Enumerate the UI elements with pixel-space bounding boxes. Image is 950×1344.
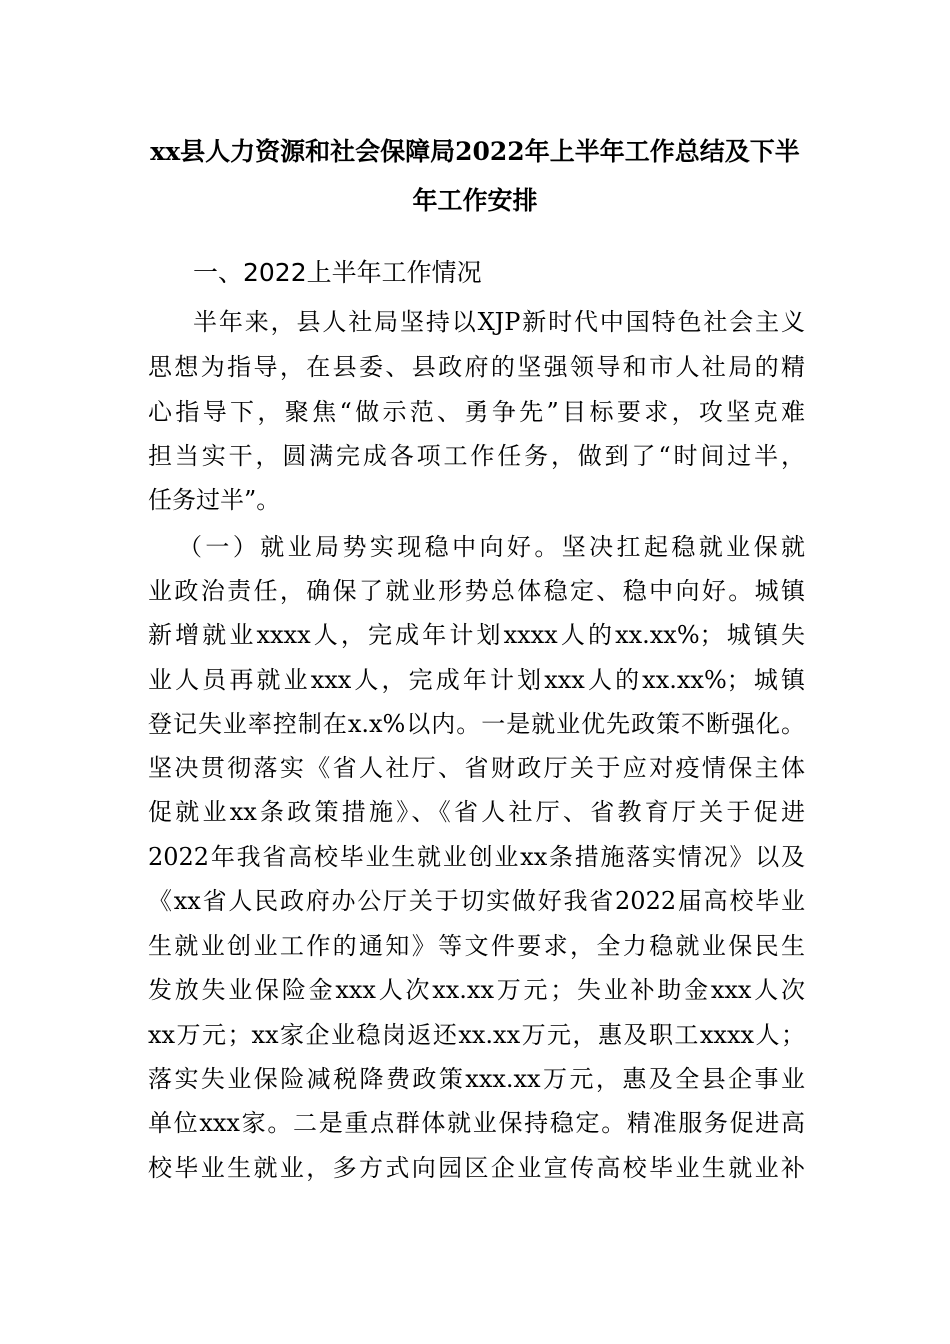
body-text-line: 担当实干，圆满完成各项工作任务，做到了“时间过半， xyxy=(148,442,805,470)
body-text-line: xx万元；xx家企业稳岗返还xx.xx万元，惠及职工xxxx人； xyxy=(148,1021,805,1049)
body-text-line: 心指导下，聚焦“做示范、勇争先”目标要求，攻坚克难 xyxy=(148,398,805,426)
body-text-line: 登记失业率控制在x.x%以内。一是就业优先政策不断强化。 xyxy=(148,710,805,738)
body-text-line: 业政治责任，确保了就业形势总体稳定、稳中向好。城镇 xyxy=(148,577,805,605)
body-text-line: 坚决贯彻落实《省人社厅、省财政厅关于应对疫情保主体 xyxy=(148,754,805,782)
body-text-line: 落实失业保险减税降费政策xxx.xx万元，惠及全县企事业 xyxy=(148,1065,805,1093)
body-text-line: 发放失业保险金xxx人次xx.xx万元；失业补助金xxx人次 xyxy=(148,976,805,1004)
body-text-line: （一）就业局势实现稳中向好。坚决扛起稳就业保就 xyxy=(178,533,805,561)
section-heading: 一、2022上半年工作情况 xyxy=(193,258,482,287)
body-text-line: 《xx省人民政府办公厅关于切实做好我省2022届高校毕业 xyxy=(148,887,805,915)
body-text-line: 新增就业xxxx人，完成年计划xxxx人的xx.xx%；城镇失 xyxy=(148,621,805,649)
body-text-line: 半年来，县人社局坚持以XJP新时代中国特色社会主义 xyxy=(193,308,805,336)
body-text-line: 业人员再就业xxx人，完成年计划xxx人的xx.xx%；城镇 xyxy=(148,666,805,694)
body-text-line: 校毕业生就业，多方式向园区企业宣传高校毕业生就业补 xyxy=(148,1154,805,1182)
document-title-line-2: 年工作安排 xyxy=(412,186,538,215)
body-text-line: 任务过半”。 xyxy=(148,486,281,514)
body-text-line: 思想为指导，在县委、县政府的坚强领导和市人社局的精 xyxy=(148,353,805,381)
body-text-line: 2022年我省高校毕业生就业创业xx条措施落实情况》以及 xyxy=(148,843,805,871)
document-title-line-1: xx县人力资源和社会保障局2022年上半年工作总结及下半 xyxy=(150,137,800,166)
body-text-line: 促就业xx条政策措施》、《省人社厅、省教育厅关于促进 xyxy=(148,798,805,826)
body-text-line: 单位xxx家。二是重点群体就业保持稳定。精准服务促进高 xyxy=(148,1109,805,1137)
body-text-line: 生就业创业工作的通知》等文件要求，全力稳就业保民生 xyxy=(148,932,805,960)
